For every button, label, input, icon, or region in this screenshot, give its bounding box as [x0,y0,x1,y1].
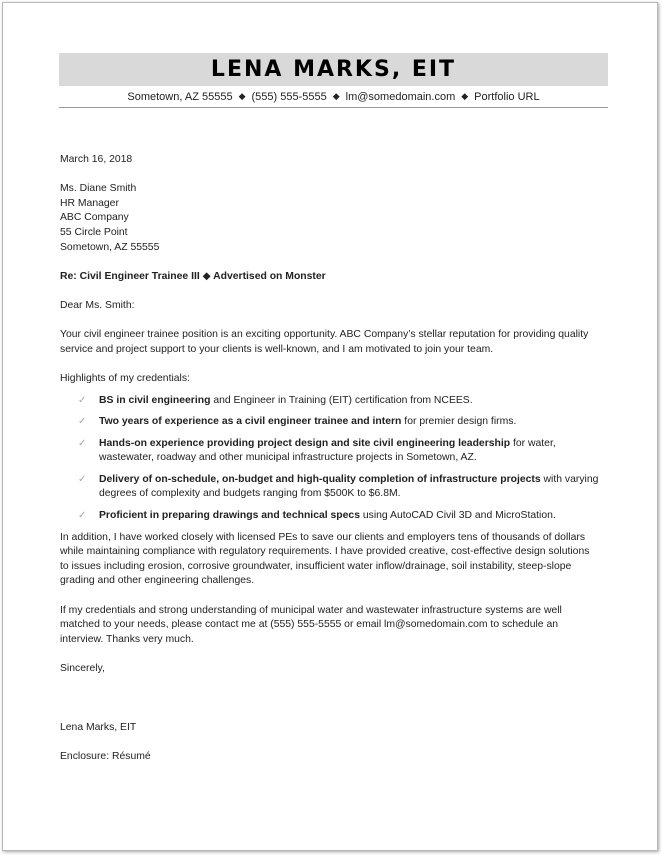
list-item [60,437,600,466]
credentials-list [60,394,600,524]
recipient-line: Ms. Diane Smith [60,183,137,195]
enclosure-line: Enclosure: Résumé [60,750,151,762]
experience-paragraph: In addition, I have worked closely with licensed PEs to save our clients and employers tens of thousands of dollars while maintaining compliance with regulatory requirements. I have provided creative, cost-effective design solutions to issues including erosion, corrosive groundwater, insufficient water inflow/drainage, soil instability, steep-slope grading and other engineering challenges. [60,531,590,587]
credential-highlight: BS in civil engineering [99,394,211,406]
check-icon: ✓ [78,394,87,406]
signature-name: Lena Marks, EIT [60,721,137,733]
recipient-line: ABC Company [60,212,129,224]
highlights-intro: Highlights of my credentials: [60,372,190,384]
list-item [60,509,600,524]
contact-phone: (555) 555-5555 [251,90,327,103]
credential-detail: for water, wastewater, roadway and other municipal infrastructure projects in Sometown, AZ. [99,437,556,464]
credential-highlight: Hands-on experience providing project design and site civil engineering leadership [99,437,511,449]
credential-highlight: Proficient in preparing drawings and technical specs [99,510,360,522]
check-icon: ✓ [78,437,87,449]
contact-line [59,86,608,108]
list-item [60,394,600,409]
letter-body [60,153,600,764]
sign-off: Sincerely, [60,663,105,674]
recipient-address [60,182,600,255]
recipient-line: Sometown, AZ 55555 [60,241,160,253]
credential-detail: using AutoCAD Civil 3D and MicroStation. [359,510,556,522]
diamond-separator-icon: ◆ [238,91,246,101]
document-page [2,2,658,851]
check-icon: ✓ [78,473,87,485]
recipient-line: 55 Circle Point [60,226,128,238]
applicant-name: LENA MARKS, EIT [210,57,457,82]
diamond-separator-icon: ◆ [461,91,469,101]
credential-detail: with varying degrees of complexity and budgets ranging from $500K to $6.8M. [99,473,599,500]
name-banner [59,53,608,86]
recipient-line: HR Manager [60,197,119,209]
subject-line: Re: Civil Engineer Trainee III ◆ Advertised on Monster [60,270,326,282]
diamond-separator-icon: ◆ [332,91,340,101]
closing-paragraph: If my credentials and strong understanding of municipal water and wastewater infrastructure systems are well matched to your needs, please contact me at (555) 555-5555 or email lm@somedomain.com to schedule an interview. Thanks very much. [60,604,562,645]
credential-highlight: Delivery of on-schedule, on-budget and high-quality completion of infrastructure projects [99,473,541,485]
credential-highlight: Two years of experience as a civil engineer trainee and intern [99,416,402,428]
check-icon: ✓ [78,510,87,522]
credential-detail: for premier design firms. [401,416,517,428]
contact-address: Sometown, AZ 55555 [127,90,233,103]
list-item [60,473,600,502]
opening-paragraph: Your civil engineer trainee position is an exciting opportunity. ABC Company’s stellar reputation for providing quality service and project support to your clients is well-known, and I am motivated to join your team. [60,329,589,355]
check-icon: ✓ [78,416,87,428]
contact-portfolio[interactable]: Portfolio URL [474,90,540,103]
contact-email[interactable]: lm@somedomain.com [345,90,456,103]
letter-date: March 16, 2018 [60,154,133,165]
greeting: Dear Ms. Smith: [60,299,135,311]
list-item [60,415,600,430]
credential-detail: and Engineer in Training (EIT) certification from NCEES. [210,394,473,406]
